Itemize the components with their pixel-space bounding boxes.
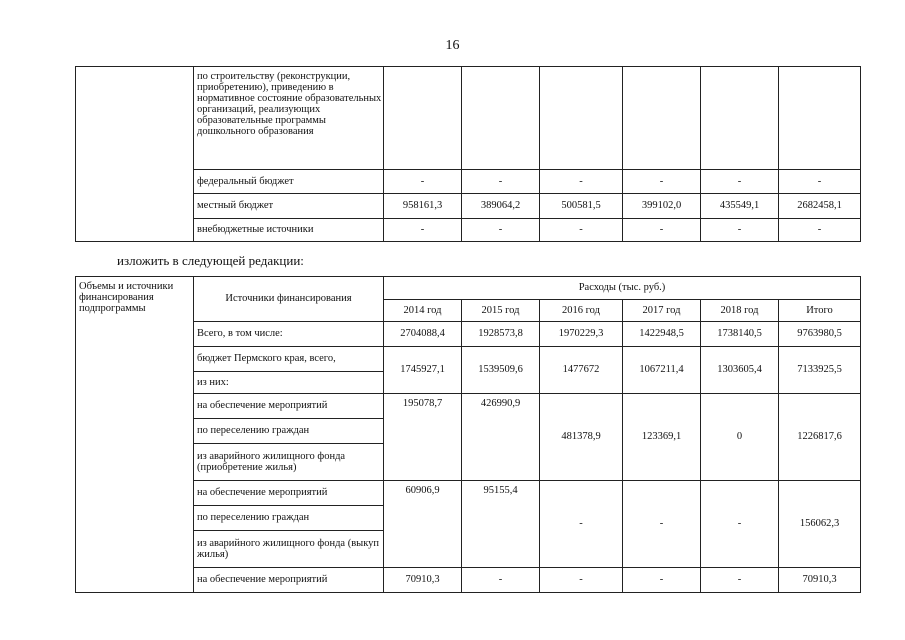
value-cell: 1226817,6 <box>779 394 861 481</box>
value-cell: - <box>540 568 623 593</box>
row-label: по переселению граждан <box>194 419 384 444</box>
row-label: внебюджетные источники <box>194 219 384 242</box>
value-cell: - <box>462 568 540 593</box>
first-column-header: Объемы и источники финансирования подпрограммы <box>76 277 194 593</box>
value-cell: - <box>540 170 623 194</box>
value-cell: 60906,9 <box>384 481 462 568</box>
value-cell: 156062,3 <box>779 481 861 568</box>
value-cell: 1477672 <box>540 347 623 394</box>
value-cell: 2704088,4 <box>384 322 462 347</box>
table-row <box>76 394 861 419</box>
value-cell: 1738140,5 <box>701 322 779 347</box>
value-cell: 9763980,5 <box>779 322 861 347</box>
description-cell: по строительству (реконструкции, приобретению), приведению в нормативное состояние образовательных организаций, реализующих образовательные программы дошкольного образования <box>194 67 384 170</box>
value-cell: - <box>623 170 701 194</box>
funding-table-previous <box>75 66 861 242</box>
value-cell: - <box>384 170 462 194</box>
row-label: федеральный бюджет <box>194 170 384 194</box>
row-label: из аварийного жилищного фонда (выкуп жилья) <box>194 531 384 568</box>
table-row <box>76 194 861 219</box>
row-label: из них: <box>194 372 384 394</box>
year-header: 2015 год <box>462 300 540 322</box>
sources-header: Источники финансирования <box>194 277 384 322</box>
value-cell: - <box>384 219 462 242</box>
row-label: по переселению граждан <box>194 506 384 531</box>
value-cell: 426990,9 <box>462 394 540 481</box>
row-label: бюджет Пермского края, всего, <box>194 347 384 372</box>
funding-table-new <box>75 276 861 593</box>
row-label: на обеспечение мероприятий <box>194 481 384 506</box>
value-cell: 1422948,5 <box>623 322 701 347</box>
value-cell: - <box>623 568 701 593</box>
value-cell: 195078,7 <box>384 394 462 481</box>
year-header: 2017 год <box>623 300 701 322</box>
year-header: 2018 год <box>701 300 779 322</box>
page-number: 16 <box>445 38 460 53</box>
table-row <box>76 219 861 242</box>
value-cell: - <box>701 568 779 593</box>
value-cell: 500581,5 <box>540 194 623 219</box>
table-row <box>76 277 861 300</box>
row-label: местный бюджет <box>194 194 384 219</box>
row-label: на обеспечение мероприятий <box>194 394 384 419</box>
value-cell: - <box>623 219 701 242</box>
table-row <box>76 67 861 170</box>
value-cell: 2682458,1 <box>779 194 861 219</box>
expenses-header: Расходы (тыс. руб.) <box>384 277 861 300</box>
value-cell: - <box>540 219 623 242</box>
intro-text: изложить в следующей редакции: <box>117 253 304 268</box>
row-label: из аварийного жилищного фонда (приобретение жилья) <box>194 444 384 481</box>
value-cell: - <box>701 219 779 242</box>
table-row <box>76 170 861 194</box>
value-cell: - <box>779 219 861 242</box>
value-cell: 1745927,1 <box>384 347 462 394</box>
value-cell: 1539509,6 <box>462 347 540 394</box>
table-row <box>76 568 861 593</box>
value-cell: 389064,2 <box>462 194 540 219</box>
value-cell: - <box>462 219 540 242</box>
empty-cell <box>76 67 194 242</box>
value-cell: 7133925,5 <box>779 347 861 394</box>
table-row <box>76 347 861 372</box>
year-header: 2014 год <box>384 300 462 322</box>
value-cell: 123369,1 <box>623 394 701 481</box>
row-label: Всего, в том числе: <box>194 322 384 347</box>
value-cell: - <box>623 481 701 568</box>
row-label: на обеспечение мероприятий <box>194 568 384 593</box>
year-header: 2016 год <box>540 300 623 322</box>
value-cell: - <box>701 481 779 568</box>
table-row <box>76 481 861 506</box>
value-cell: 1928573,8 <box>462 322 540 347</box>
year-header: Итого <box>779 300 861 322</box>
value-cell: - <box>701 170 779 194</box>
value-cell: - <box>540 481 623 568</box>
value-cell: 0 <box>701 394 779 481</box>
value-cell: 399102,0 <box>623 194 701 219</box>
value-cell: 481378,9 <box>540 394 623 481</box>
value-cell: 70910,3 <box>779 568 861 593</box>
value-cell: 1970229,3 <box>540 322 623 347</box>
table-row <box>76 322 861 347</box>
value-cell: 958161,3 <box>384 194 462 219</box>
value-cell: - <box>462 170 540 194</box>
value-cell: 95155,4 <box>462 481 540 568</box>
value-cell: 70910,3 <box>384 568 462 593</box>
value-cell: 435549,1 <box>701 194 779 219</box>
value-cell: - <box>779 170 861 194</box>
value-cell: 1067211,4 <box>623 347 701 394</box>
value-cell: 1303605,4 <box>701 347 779 394</box>
